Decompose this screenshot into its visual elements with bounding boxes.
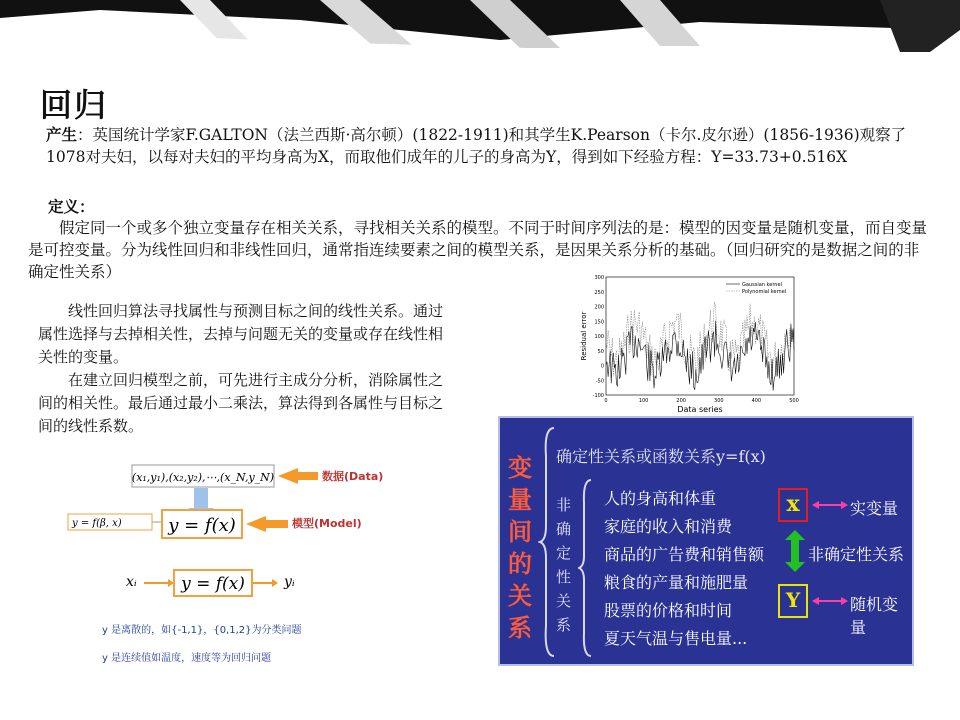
origin-label: 产生 [46, 125, 78, 144]
variable-relations-panel [498, 416, 914, 666]
definition-body: 假定同一个或多个独立变量存在相关关系，寻找相关关系的模型。不同于时间序列法的是：模型的因变量是随机变量，而自变量是可控变量。分为线性回归和非线性回归，通常指连续要素之间的模型关系，是因果关系分析的基础。（回归研究的是数据之间的非确定性关系） [28, 219, 928, 281]
random-variable-label: 随机变量 [850, 595, 899, 637]
nondeterministic-relation-label: 非确定性关系 [808, 545, 905, 564]
y-box: Y [778, 584, 808, 618]
model-label: 模型(Model) [292, 517, 362, 530]
functional-relation: 确定性关系或函数关系y=f(x) [556, 447, 766, 466]
y-tick-label: 50 [597, 348, 604, 355]
regression-note: y 是连续值如温度，速度等为回归问题 [102, 653, 272, 664]
vertical-arrow-icon [785, 530, 805, 572]
y-tick-label: 150 [594, 319, 604, 326]
legend-gaussian: Gaussian kernel [742, 282, 782, 288]
page-title: 回归 [40, 86, 109, 124]
panel-title-char: 的 [508, 549, 532, 578]
panel-title-char: 量 [508, 485, 532, 514]
example-item: 商品的广告费和销售额 [604, 545, 765, 564]
x-tick-label: 200 [676, 398, 686, 404]
panel-title-char: 变 [508, 453, 532, 482]
inner-brace-icon [578, 478, 594, 658]
nondeterministic-char: 关 [556, 592, 572, 610]
nondeterministic-char: 系 [556, 616, 572, 634]
nondeterministic-char: 性 [556, 568, 572, 586]
nondeterministic-char: 非 [556, 496, 572, 514]
x-arrow-icon [812, 498, 848, 512]
down-arrow-icon [194, 488, 208, 508]
model-main-text: y = f(x) [168, 515, 236, 536]
example-item: 粮食的产量和施肥量 [604, 573, 749, 592]
x-tick-label: 500 [789, 398, 799, 404]
y-tick-label: 250 [594, 289, 604, 296]
input-symbol: xᵢ [126, 574, 137, 590]
header-banner [0, 0, 960, 52]
x-tick-label: 400 [751, 398, 762, 404]
y-arrow-icon [812, 594, 848, 608]
linear-paragraph-1: 线性回归算法寻找属性与预测目标之间的线性关系。通过属性选择与去掉相关性，去掉与问题无关的变量或存在线性相关性的变量。 [38, 302, 444, 366]
example-item: 股票的价格和时间 [604, 601, 733, 620]
classification-note: y 是离散的，如{-1,1}，{0,1,2}为分类问题 [102, 625, 302, 636]
model-main-text-2: y = f(x) [181, 574, 245, 594]
panel-title-char: 关 [508, 581, 532, 610]
x-box: x [778, 488, 808, 522]
example-item: 家庭的收入和消费 [604, 517, 733, 536]
real-variable-label: 实变量 [850, 499, 899, 518]
linear-regression-text [38, 300, 448, 438]
linear-paragraph-2: 在建立回归模型之前，可先进行主成分分析，消除属性之间的相关性。最后通过最小二乘法，算法得到各属性与目标之间的线性系数。 [38, 371, 444, 435]
chart-ylabel: Residual error [580, 311, 588, 361]
y-tick-label: -100 [592, 393, 604, 399]
panel-title-char: 间 [508, 517, 532, 546]
definition-label: 定义： [48, 197, 95, 216]
x-tick-label: 300 [714, 398, 724, 404]
data-set-text: (x₁,y₁),(x₂,y₂),⋯,(x_N,y_N) [131, 471, 275, 484]
y-tick-label: -50 [595, 378, 604, 385]
nondeterministic-char: 定 [556, 544, 572, 562]
legend-polynomial: Polynomial kernel [742, 289, 787, 295]
residual-error-chart [578, 272, 800, 414]
x-tick-label: 0 [604, 398, 608, 404]
y-tick-label: 100 [594, 334, 604, 340]
data-label: 数据(Data) [322, 470, 384, 483]
y-tick-label: 0 [600, 363, 604, 370]
y-tick-label: 200 [594, 304, 604, 311]
chart-xlabel: Data series [677, 405, 723, 414]
left-brace-icon [538, 426, 558, 658]
nondeterministic-char: 确 [556, 520, 572, 538]
panel-title-char: 系 [508, 613, 532, 642]
regression-model-figure [64, 452, 384, 672]
output-symbol: yᵢ [284, 574, 295, 590]
x-tick-label: 100 [638, 398, 649, 404]
model-small-text: y = f(β, x) [72, 518, 122, 529]
example-item: 夏天气温与售电量... [604, 629, 748, 648]
origin-text: ：英国统计学家F.GALTON（法兰西斯·高尔顿）(1822-1911)和其学生K.Pearson（卡尔.皮尔逊）(1856-1936)观察了1078对夫妇，以每对夫妇的平均身高为X，而取他们成年的儿子的身高为Y，得到如下经验方程：Y=33.73+0.516X [46, 126, 907, 166]
example-item: 人的身高和体重 [604, 489, 717, 508]
origin-paragraph [46, 124, 926, 168]
y-tick-label: 300 [594, 275, 604, 281]
